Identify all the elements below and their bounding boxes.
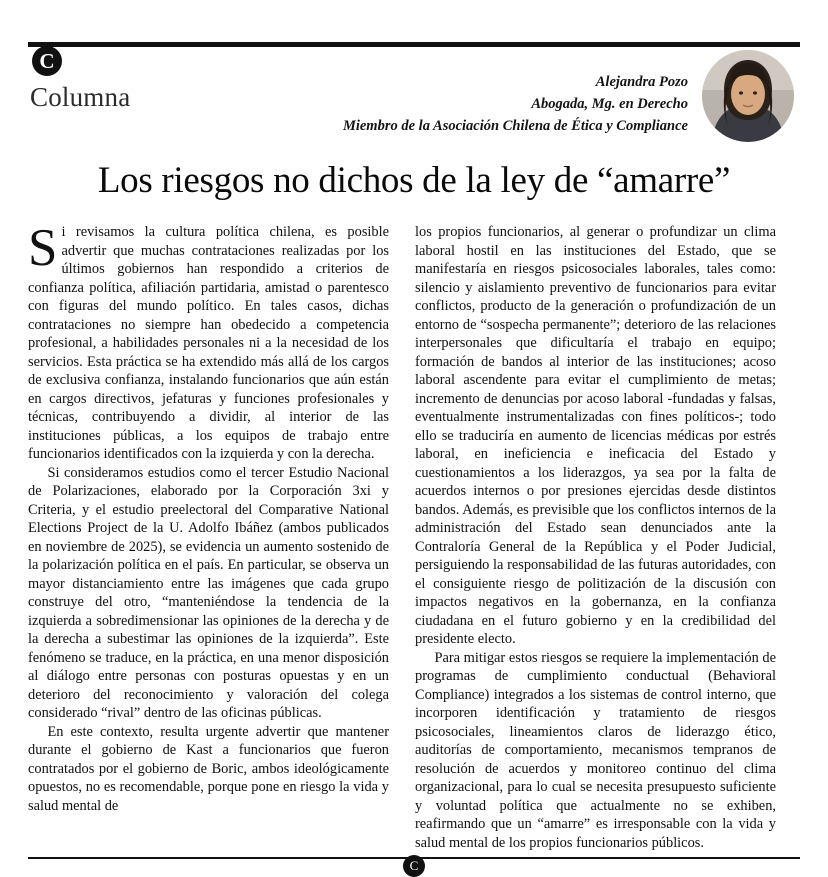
byline <box>343 72 688 137</box>
masthead <box>28 34 800 154</box>
article-body <box>28 219 800 852</box>
column-left <box>28 219 389 852</box>
paragraph: Si consideramos estudios como el tercer Estudio Nacional de Polarizaciones, elaborado por la Corporación 3xi y Criteria, y el estudio preelectoral del Comparative National Elections Project de la U. Adolfo Ibáñez (ambos publicados en noviembre de 2025), se evidencia un aumento sostenido de la polarización política en el país. En particular, se observa un mayor distanciamiento entre las imágenes que cada grupo construye del otro, “manteniéndose la tendencia de la izquierda a sobredimensionar las opiniones de la derecha y de la derecha a subestimar las opiniones de la izquierda”. Este fenómeno se traduce, en la práctica, en una menor disposición al diálogo entre personas con posturas opuestas y en un deterioro del reconocimiento y valoración del colega considerado “rival” dentro de las oficinas públicas. <box>28 464 389 722</box>
article-headline: Los riesgos no dichos de la ley de “amarre” <box>97 160 731 201</box>
section-badge-icon: C <box>32 46 62 76</box>
byline-author-name: Alejandra Pozo <box>595 74 688 90</box>
paragraph: Si revisamos la cultura política chilena, es posible advertir que muchas contrataciones realizadas por los últimos gobiernos han respondido a criterios de confianza política, afiliación partidaria, amistad o parentesco con figuras del mundo político. En tales casos, dichas contrataciones no siempre han obedecido a competencia profesional, a habilidades personales ni a la necesidad de los servicios. Esta práctica se ha extendido más allá de los cargos de exclusiva confianza, instalando funcionarios que aún están en cargos directivos, jefaturas y funciones profesionales y técnicas, contribuyendo a dividir, al interior de las instituciones públicas, a los equipos de trabajo entre funcionarios identificados con la izquierda y con la derecha. <box>28 219 389 463</box>
paragraph: En este contexto, resulta urgente advertir que mantener durante el gobierno de Kast a funcionarios que fueron contratados por el gobierno de Boric, ambos ideológicamente opuestos, no es recomendable, porque pone en riesgo la vida y salud mental de <box>28 723 389 814</box>
newspaper-page <box>0 34 828 877</box>
author-portrait-avatar <box>702 50 794 142</box>
column-right <box>415 223 776 852</box>
section-label: Columna <box>30 82 131 112</box>
paragraph: Para mitigar estos riesgos se requiere la implementación de programas de cumplimiento conductual (Behavioral Compliance) integrados a los sistemas de control interno, que incorporen identificación y tratamiento de riesgos psicosociales, lineamientos claros de liderazgo ético, auditorías de comportamiento, mecanismos tempranos de resolución de acuerdos y monitoreo continuo del clima organizacional, para lo cual se necesita presupuesto suficiente y voluntad política que actualmente no se exhiben, reafirmando que un “amarre” es irresponsable con la vida y salud mental de los propios funcionarios públicos. <box>415 649 776 851</box>
paragraph: los propios funcionarios, al generar o profundizar un clima laboral hostil en las instituciones del Estado, que se manifestaría en riesgos psicosociales laborales, tales como: silencio y aislamiento preventivo de funcionarios para evitar conflictos, producto de la generación o profundización de un entorno de “sospecha permanente”; deterioro de las relaciones interpersonales que dificultaría el trabajo en equipo; formación de bandos al interior de las instituciones; acoso laboral ascendente para evitar el cumplimiento de metas; incremento de denuncias por acoso laboral -fundadas y falsas, eventualmente instrumentalizadas con fines políticos-; todo ello se traduciría en aumento de licencias médicas por estrés laboral, en ineficiencia e ineficacia del Estado y cuestionamientos a los liderazgos, ya sea por la falta de acuerdos internos o por presiones ejercidas desde distintos bandos. Además, es previsible que los conflictos internos de la administración del Estado sean denunciados ante la Contraloría General de la República y el Poder Judicial, persiguiendo la responsabilidad de las futuras autoridades, con el consiguiente riesgo de politización de la discusión con impactos negativos en la gobernanza, en la confianza ciudadana en el futuro gobierno y en la credibilidad del presidente electo. <box>415 224 776 648</box>
footer-badge-icon: C <box>403 855 425 877</box>
column-divider <box>402 225 403 850</box>
byline-affiliation: Miembro de la Asociación Chilena de Ética y Compliance <box>342 117 688 134</box>
byline-credential: Abogada, Mg. en Derecho <box>531 95 688 112</box>
